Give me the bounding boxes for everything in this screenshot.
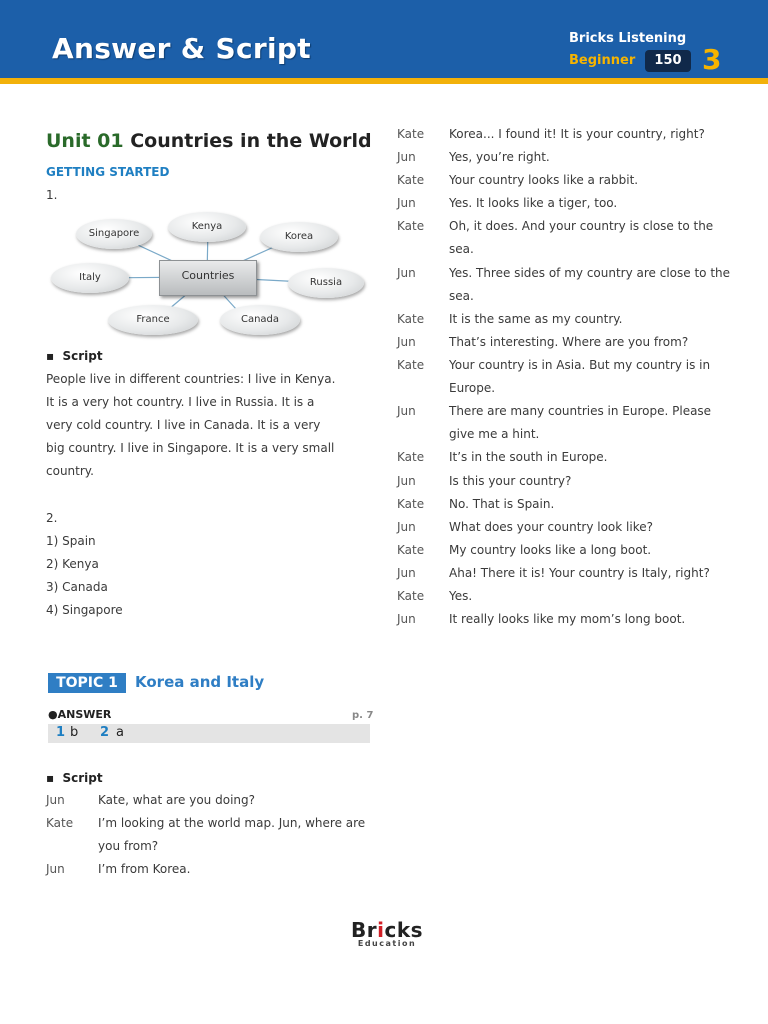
diagram-center: Countries <box>159 260 257 296</box>
topic-title: Korea and Italy <box>135 673 265 691</box>
speaker-name: Kate <box>397 312 425 326</box>
unit-title: Countries in the World <box>130 130 372 152</box>
dialogue-line: sea. <box>449 242 474 256</box>
speaker-name: Jun <box>397 612 416 626</box>
speaker-name: Jun <box>46 862 65 876</box>
speaker-name: Jun <box>397 404 416 418</box>
book-number: 3 <box>702 43 722 76</box>
question-1-number: 1. <box>46 188 58 202</box>
dialogue-line: No. That is Spain. <box>449 497 555 511</box>
speaker-name: Jun <box>397 266 416 280</box>
dialogue-line: I’m from Korea. <box>98 862 191 876</box>
q2-answer: 2) Kenya <box>46 557 99 571</box>
speaker-name: Kate <box>46 816 74 830</box>
dialogue-line: It really looks like my mom’s long boot. <box>449 612 686 626</box>
speaker-name: Kate <box>397 589 425 603</box>
word-count-badge: 150 <box>645 50 691 72</box>
level-label: Beginner <box>569 53 636 68</box>
dialogue-line: Your country looks like a rabbit. <box>449 173 639 187</box>
dialogue-line: It is the same as my country. <box>449 312 623 326</box>
speaker-name: Kate <box>397 450 425 464</box>
header-stripe <box>0 78 768 84</box>
logo-wordmark: Bricks <box>351 918 424 942</box>
dialogue-line: give me a hint. <box>449 427 540 441</box>
script-heading: ▪ Script <box>46 349 103 363</box>
script-line: People live in different countries: I live in Kenya. <box>46 372 336 386</box>
topic-badge: TOPIC 1 <box>48 673 126 693</box>
script-line: It is a very hot country. I live in Russia. It is a <box>46 395 315 409</box>
speaker-name: Jun <box>397 474 416 488</box>
speaker-name: Jun <box>397 566 416 580</box>
script-label: Script <box>62 771 103 785</box>
speaker-name: Kate <box>397 497 425 511</box>
dialogue-line: I’m looking at the world map. Jun, where are <box>98 816 366 830</box>
page-title: Answer & Script <box>52 32 311 65</box>
q2-answer: 4) Singapore <box>46 603 123 617</box>
getting-started-label: GETTING STARTED <box>46 165 170 179</box>
diagram-node-singapore: Singapore <box>76 219 152 249</box>
speaker-name: Kate <box>397 219 425 233</box>
answer-value: a <box>116 725 124 740</box>
dialogue-line: Oh, it does. And your country is close to the <box>449 219 714 233</box>
speaker-name: Kate <box>397 127 425 141</box>
answer-number: 1 <box>56 725 66 740</box>
dialogue-line: Is this your country? <box>449 474 572 488</box>
script-line: big country. I live in Singapore. It is a very small <box>46 441 335 455</box>
series-name: Bricks Listening <box>569 31 687 46</box>
dialogue-line: Europe. <box>449 381 496 395</box>
speaker-name: Jun <box>397 520 416 534</box>
answer-page-ref: p. 7 <box>352 710 374 721</box>
logo-subtitle: Education <box>357 939 417 948</box>
script-line: very cold country. I live in Canada. It is a very <box>46 418 321 432</box>
dialogue-line: you from? <box>98 839 159 853</box>
diagram-node-russia: Russia <box>288 268 364 298</box>
dialogue-line: It’s in the south in Europe. <box>449 450 608 464</box>
unit-number: Unit 01 <box>46 130 124 152</box>
diagram-node-canada: Canada <box>220 305 300 335</box>
script-heading: ▪ Script <box>46 771 103 785</box>
diagram-node-france: France <box>108 305 198 335</box>
dialogue-line: Yes. Three sides of my country are close to the <box>449 266 731 280</box>
dialogue-line: My country looks like a long boot. <box>449 543 652 557</box>
script-line: country. <box>46 464 94 478</box>
speaker-name: Jun <box>397 150 416 164</box>
diagram-node-italy: Italy <box>51 263 129 293</box>
script-paragraph <box>46 368 346 483</box>
dialogue-line: Korea... I found it! It is your country, right? <box>449 127 705 141</box>
q2-answer: 1) Spain <box>46 534 96 548</box>
script-label: Script <box>62 349 103 363</box>
dialogue-line: Kate, what are you doing? <box>98 793 255 807</box>
bricks-logo <box>351 918 423 948</box>
question-2-number: 2. <box>46 511 58 525</box>
answer-label: ●ANSWER <box>48 708 112 721</box>
speaker-name: Jun <box>397 335 416 349</box>
answer-value: b <box>70 725 79 740</box>
answer-number: 2 <box>100 725 110 740</box>
countries-diagram <box>46 206 376 340</box>
diagram-node-korea: Korea <box>260 222 338 252</box>
dialogue-line: Your country is in Asia. But my country is in <box>449 358 711 372</box>
dialogue-line: Aha! There it is! Your country is Italy, right? <box>449 566 710 580</box>
unit-heading <box>46 130 372 152</box>
speaker-name: Kate <box>397 358 425 372</box>
dialogue-line: What does your country look like? <box>449 520 653 534</box>
dialogue-line: Yes. It looks like a tiger, too. <box>449 196 618 210</box>
dialogue-line: sea. <box>449 289 474 303</box>
dialogue-line: That’s interesting. Where are you from? <box>449 335 689 349</box>
dialogue-line: Yes. <box>449 589 473 603</box>
speaker-name: Kate <box>397 543 425 557</box>
speaker-name: Kate <box>397 173 425 187</box>
speaker-name: Jun <box>46 793 65 807</box>
speaker-name: Jun <box>397 196 416 210</box>
dialogue-line: There are many countries in Europe. Please <box>449 404 712 418</box>
q2-answer: 3) Canada <box>46 580 108 594</box>
dialogue-line: Yes, you’re right. <box>449 150 550 164</box>
answer-bar <box>48 724 370 743</box>
diagram-node-kenya: Kenya <box>168 212 246 242</box>
